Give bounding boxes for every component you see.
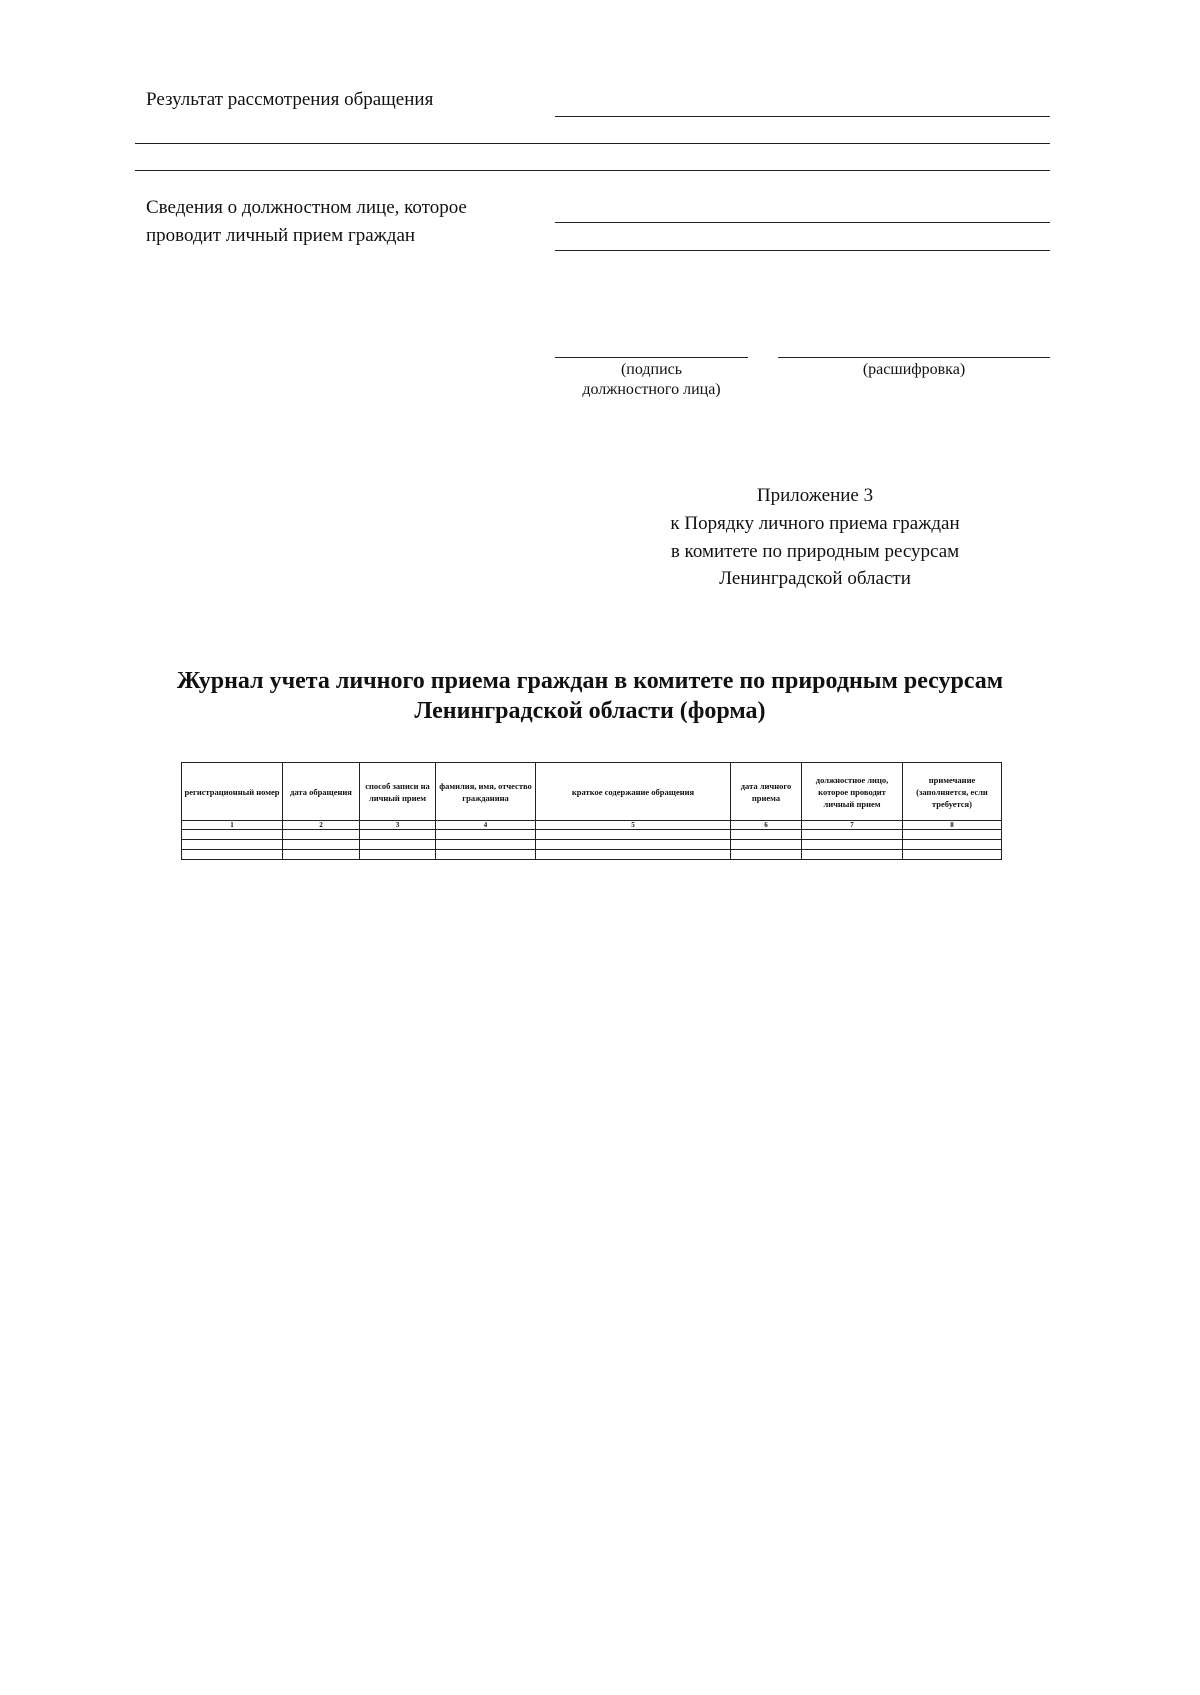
appendix-line: Ленинградской области (719, 568, 911, 589)
column-number: 2 (283, 821, 360, 830)
result-field-line[interactable] (135, 170, 1050, 171)
table-row (182, 850, 1002, 860)
table-row (182, 840, 1002, 850)
appendix-line: к Порядку личного приема граждан (670, 513, 960, 534)
column-header: должностное лицо, которое проводит личный прием (802, 763, 903, 821)
signature-line[interactable] (555, 357, 748, 358)
appendix-line: Приложение 3 (756, 485, 874, 506)
column-number: 4 (436, 821, 536, 830)
column-number: 3 (360, 821, 436, 830)
decoding-line[interactable] (778, 357, 1050, 358)
column-number: 8 (903, 821, 1002, 830)
appendix-line: в комитете по природным ресурсам (670, 541, 960, 562)
official-field-line[interactable] (555, 222, 1050, 223)
result-label: Результат рассмотрения обращения (146, 89, 434, 110)
result-field-line[interactable] (135, 143, 1050, 144)
official-label: проводит личный прием граждан (146, 225, 416, 246)
column-number: 1 (182, 821, 283, 830)
column-header: примечание (заполняется, если требуется) (903, 763, 1002, 821)
journal-title (140, 666, 1040, 726)
table-row (182, 830, 1002, 840)
column-number: 5 (536, 821, 731, 830)
signature-caption: (подпись (620, 361, 683, 378)
title-line: Ленинградской области (форма) (414, 698, 766, 724)
column-header: способ записи на личный прием (360, 763, 436, 821)
column-number: 6 (731, 821, 802, 830)
column-header: краткое содержание обращения (536, 763, 731, 821)
column-number: 7 (802, 821, 903, 830)
signature-caption: должностного лица) (582, 381, 721, 398)
title-line: Журнал учета личного приема граждан в комитете по природным ресурсам (176, 668, 1004, 694)
result-field-line[interactable] (555, 116, 1050, 117)
journal-table (181, 762, 1002, 860)
column-header: регистрационный номер (182, 763, 283, 821)
column-header: дата личного приема (731, 763, 802, 821)
column-header: дата обращения (283, 763, 360, 821)
decoding-caption: (расшифровка) (862, 361, 966, 378)
column-header: фамилия, имя, отчество гражданина (436, 763, 536, 821)
official-field-line[interactable] (555, 250, 1050, 251)
official-label: Сведения о должностном лице, которое (146, 197, 467, 218)
